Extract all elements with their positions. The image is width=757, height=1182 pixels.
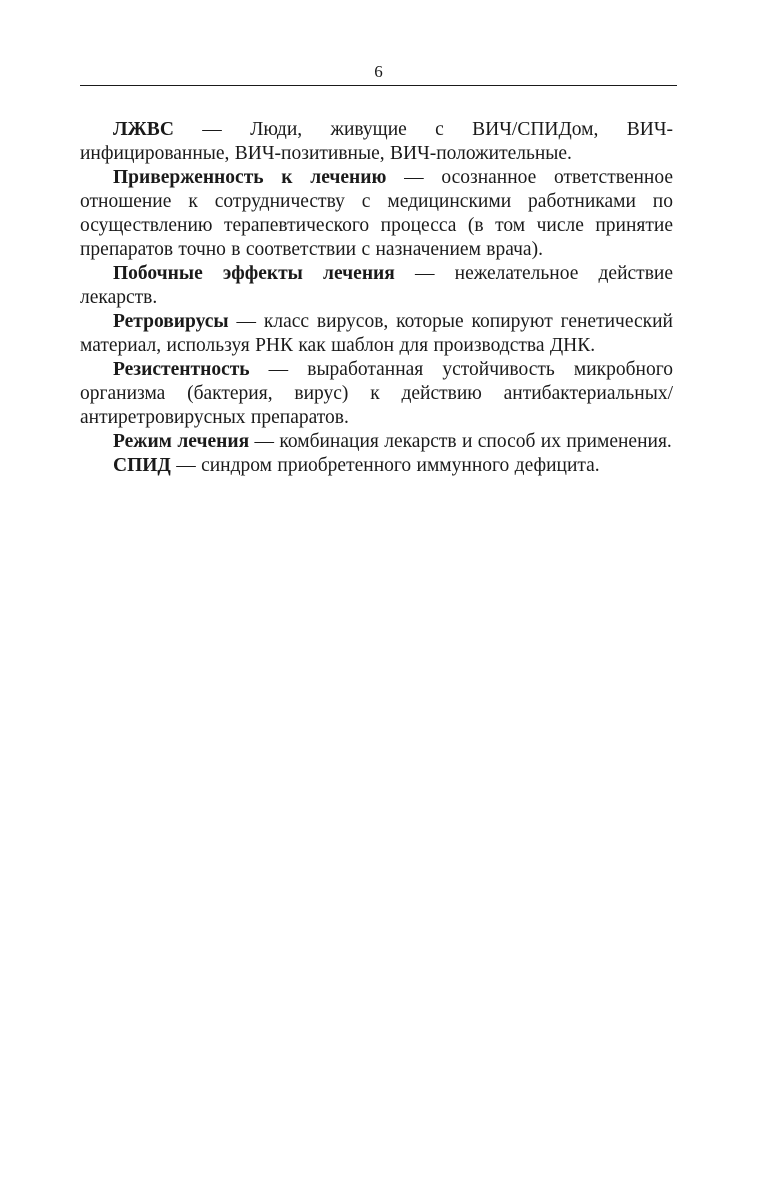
glossary-term: Резистентность — [113, 359, 250, 380]
glossary-term: ЛЖВС — [113, 119, 174, 140]
header-rule — [80, 85, 677, 86]
glossary-entry-adherence — [80, 166, 673, 262]
glossary-term: Ретровирусы — [113, 311, 229, 332]
glossary-definition: — выработанная устойчивость микробного организма (бактерия, вирус) к действию антибактериальных/антиретровирусных препаратов. — [80, 359, 673, 428]
page-number: 6 — [374, 62, 383, 81]
glossary-definition: — осознанное ответственное отношение к сотрудничеству с медицинскими работниками по осуществлению терапевтического процесса (в том числе принятие препаратов точно в соответствии с назначением врача). — [80, 167, 673, 260]
glossary-definition: — нежелательное действие лекарств. — [80, 263, 673, 308]
glossary-entry-ljvs — [80, 118, 673, 166]
glossary-term: СПИД — [113, 455, 171, 476]
glossary-term: Режим лечения — [113, 431, 250, 452]
glossary-entry-treatment-regimen — [80, 430, 673, 454]
glossary-term: Приверженность к лечению — [113, 167, 387, 188]
glossary-entry-aids — [80, 454, 673, 478]
glossary-definition: — класс вирусов, которые копируют генетический материал, используя РНК как шаблон для производства ДНК. — [80, 311, 673, 356]
glossary-definition: — синдром приобретенного иммунного дефицита. — [170, 455, 600, 476]
glossary-definition: — Люди, живущие с ВИЧ/СПИДом, ВИЧ-инфицированные, ВИЧ-позитивные, ВИЧ-положительные. — [80, 119, 673, 164]
glossary-term: Побочные эффекты лечения — [113, 263, 395, 284]
glossary-entry-resistance — [80, 358, 673, 430]
glossary-entry-side-effects — [80, 262, 673, 310]
glossary-definition: — комбинация лекарств и способ их применения. — [249, 431, 672, 452]
glossary-list — [80, 118, 673, 478]
glossary-entry-retroviruses — [80, 310, 673, 358]
